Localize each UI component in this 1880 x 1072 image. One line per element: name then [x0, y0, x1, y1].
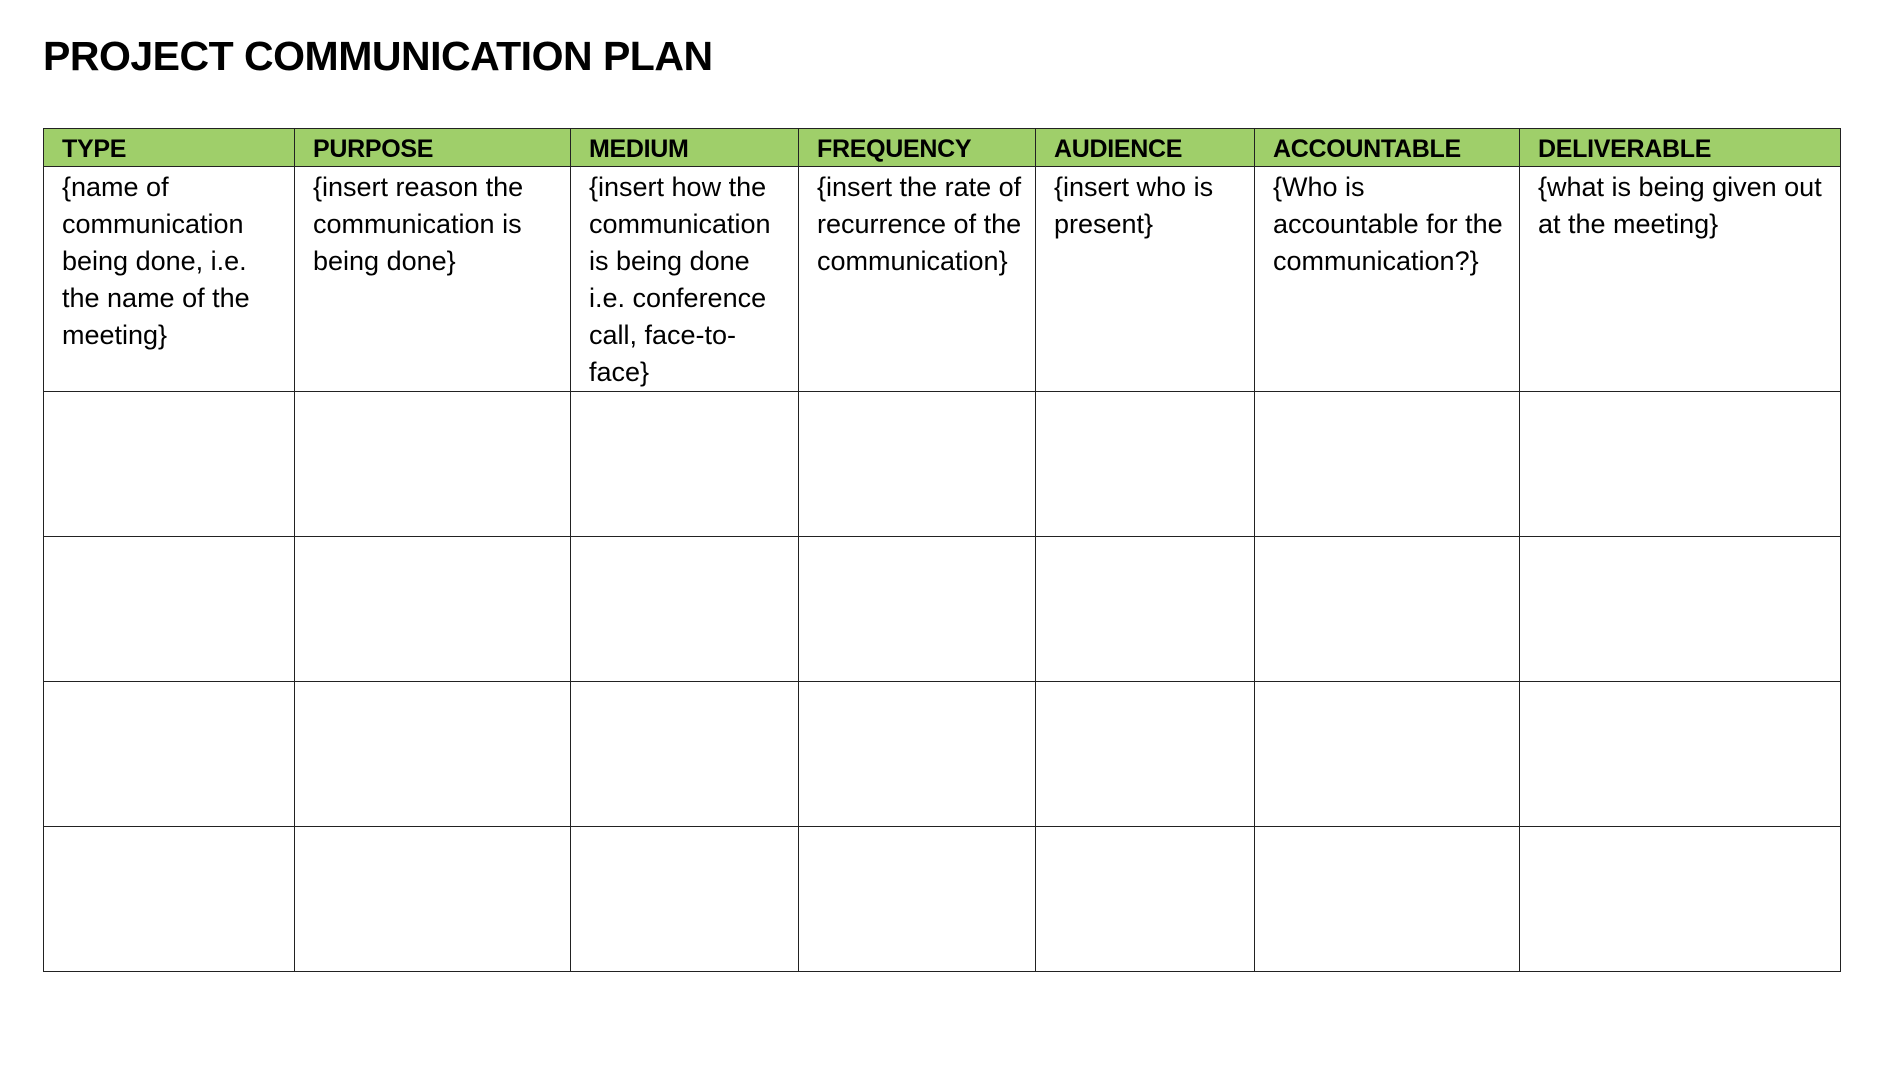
deliverable-cell[interactable] [1520, 827, 1841, 972]
accountable-cell[interactable] [1255, 682, 1520, 827]
table-row [44, 537, 1841, 682]
audience-instruction-cell[interactable]: {insert who is present} [1036, 167, 1255, 392]
accountable-instruction-cell[interactable]: {Who is accountable for the communication?} [1255, 167, 1520, 392]
purpose-instruction-cell[interactable]: {insert reason the communication is being done} [295, 167, 571, 392]
accountable-cell[interactable] [1255, 537, 1520, 682]
header-row [44, 129, 1841, 167]
column-header-deliverable: DELIVERABLE [1520, 129, 1841, 167]
table-row [44, 682, 1841, 827]
audience-cell[interactable] [1036, 682, 1255, 827]
column-header-type: TYPE [44, 129, 295, 167]
audience-cell[interactable] [1036, 537, 1255, 682]
page-title: PROJECT COMMUNICATION PLAN [43, 33, 713, 79]
medium-instruction-cell[interactable]: {insert how the communication is being done i.e. conference call, face-to-face} [571, 167, 799, 392]
column-header-frequency: FREQUENCY [799, 129, 1036, 167]
frequency-cell[interactable] [799, 682, 1036, 827]
medium-cell[interactable] [571, 827, 799, 972]
type-cell[interactable] [44, 392, 295, 537]
deliverable-cell[interactable] [1520, 392, 1841, 537]
type-cell[interactable] [44, 682, 295, 827]
purpose-cell[interactable] [295, 827, 571, 972]
type-cell[interactable] [44, 827, 295, 972]
frequency-instruction-cell[interactable]: {insert the rate of recurrence of the communication} [799, 167, 1036, 392]
medium-cell[interactable] [571, 537, 799, 682]
table-row [44, 827, 1841, 972]
column-header-accountable: ACCOUNTABLE [1255, 129, 1520, 167]
deliverable-instruction-cell[interactable]: {what is being given out at the meeting} [1520, 167, 1841, 392]
frequency-cell[interactable] [799, 392, 1036, 537]
column-header-audience: AUDIENCE [1036, 129, 1255, 167]
column-header-purpose: PURPOSE [295, 129, 571, 167]
purpose-cell[interactable] [295, 682, 571, 827]
accountable-cell[interactable] [1255, 392, 1520, 537]
medium-cell[interactable] [571, 392, 799, 537]
audience-cell[interactable] [1036, 827, 1255, 972]
accountable-cell[interactable] [1255, 827, 1520, 972]
instruction-row [44, 167, 1841, 392]
medium-cell[interactable] [571, 682, 799, 827]
deliverable-cell[interactable] [1520, 537, 1841, 682]
type-cell[interactable] [44, 537, 295, 682]
deliverable-cell[interactable] [1520, 682, 1841, 827]
type-instruction-cell[interactable]: {name of communication being done, i.e. the name of the meeting} [44, 167, 295, 392]
purpose-cell[interactable] [295, 537, 571, 682]
table-row [44, 392, 1841, 537]
purpose-cell[interactable] [295, 392, 571, 537]
column-header-medium: MEDIUM [571, 129, 799, 167]
frequency-cell[interactable] [799, 827, 1036, 972]
communication-plan-table [43, 128, 1841, 972]
audience-cell[interactable] [1036, 392, 1255, 537]
frequency-cell[interactable] [799, 537, 1036, 682]
